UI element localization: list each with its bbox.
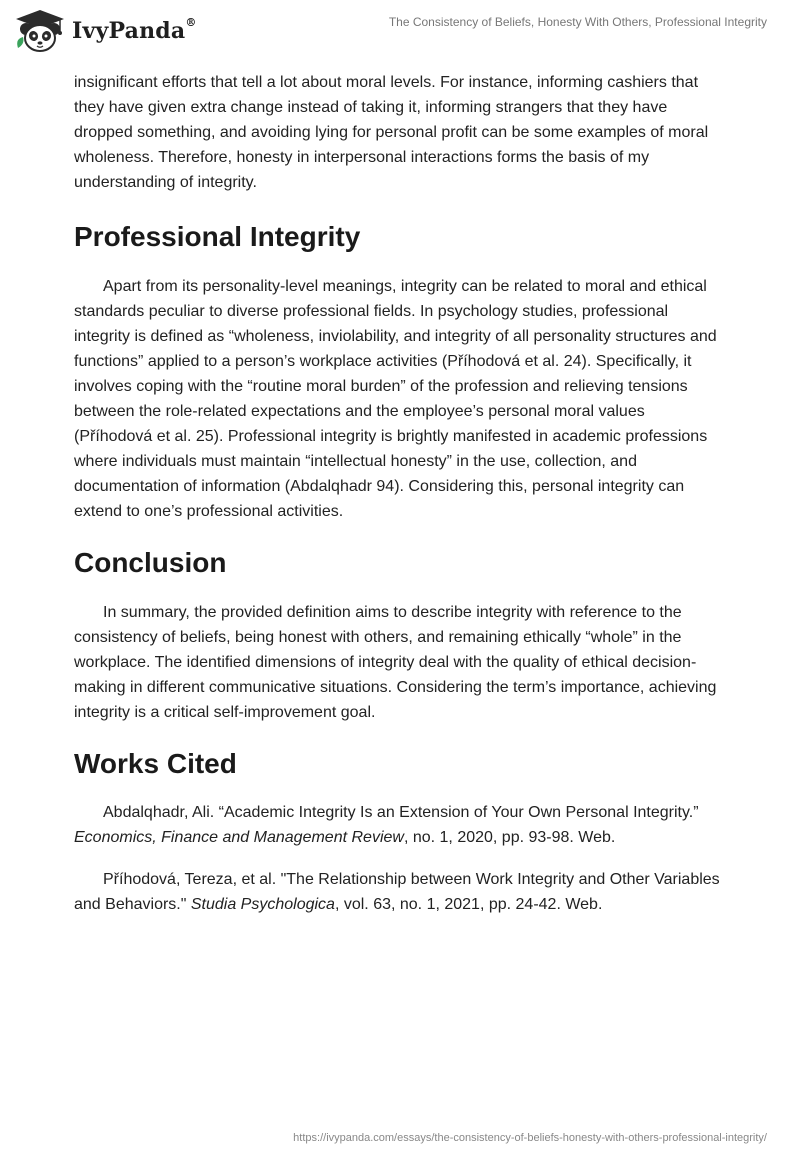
section-heading-works-cited: Works Cited — [74, 748, 237, 779]
section-body-conclusion: In summary, the provided definition aims to describe integrity with reference to the consistency of beliefs, being honest with others, and remaining ethically “whole” in the workplace. The identified dimensions of integrity deal with the quality of ethical decision-making in different communicative situations. Considering the term’s importance, achieving integrity is a critical self-improvement goal. — [74, 604, 717, 721]
panda-graduate-icon — [14, 8, 66, 54]
section-heading-conclusion: Conclusion — [74, 547, 227, 578]
citation-details: , no. 1, 2020, pp. 93-98. Web. — [403, 829, 616, 846]
page-header — [0, 0, 800, 66]
citation-entry — [74, 867, 724, 917]
brand-logo[interactable] — [14, 8, 197, 54]
citation-entry — [74, 800, 724, 850]
citation-text: Abdalqhadr, Ali. “Academic Integrity Is an Extension of Your Own Personal Integrity.” — [103, 804, 699, 821]
source-url[interactable]: https://ivypanda.com/essays/the-consistency-of-beliefs-honesty-with-others-professional-integrity/ — [293, 1132, 767, 1144]
brand-name: IvyPanda® — [72, 16, 197, 44]
citation-journal: Economics, Finance and Management Review — [74, 829, 404, 846]
intro-paragraph: insignificant efforts that tell a lot about moral levels. For instance, informing cashiers that they have given extra change instead of taking it, informing strangers that they have dropped something, and avoiding lying for personal profit can be some examples of moral wholeness. Therefore, honesty in interpersonal interactions forms the basis of my understanding of integrity. — [74, 74, 709, 191]
citation-journal: Studia Psychologica — [190, 896, 335, 913]
section-heading-professional-integrity: Professional Integrity — [74, 221, 361, 252]
document-title: The Consistency of Beliefs, Honesty With Others, Professional Integrity — [388, 15, 767, 29]
section-body-professional-integrity: Apart from its personality-level meanings, integrity can be related to moral and ethical standards peculiar to diverse professional fields. In psychology studies, professional integrity is defined as “wholeness, inviolability, and integrity of all personality structures and functions” applied to a person’s workplace activities (Příhodová et al. 24). Specifically, it involves coping with the “routine moral burden” of the profession and relieving tensions between the role-related expectations and the employee’s personal moral values (Příhodová et al. 25). Professional integrity is brightly manifested in academic professions where individuals must maintain “intellectual honesty” in the use, collection, and documentation of information (Abdalqhadr 94). Considering this, personal integrity can extend to one’s professional activities. — [74, 278, 717, 520]
citation-text: Příhodová, Tereza, et al. "The Relationship between Work Integrity and Other Variables and Behaviors." — [74, 871, 720, 913]
essay-body — [74, 70, 724, 917]
citation-details: , vol. 63, no. 1, 2021, pp. 24-42. Web. — [334, 896, 603, 913]
